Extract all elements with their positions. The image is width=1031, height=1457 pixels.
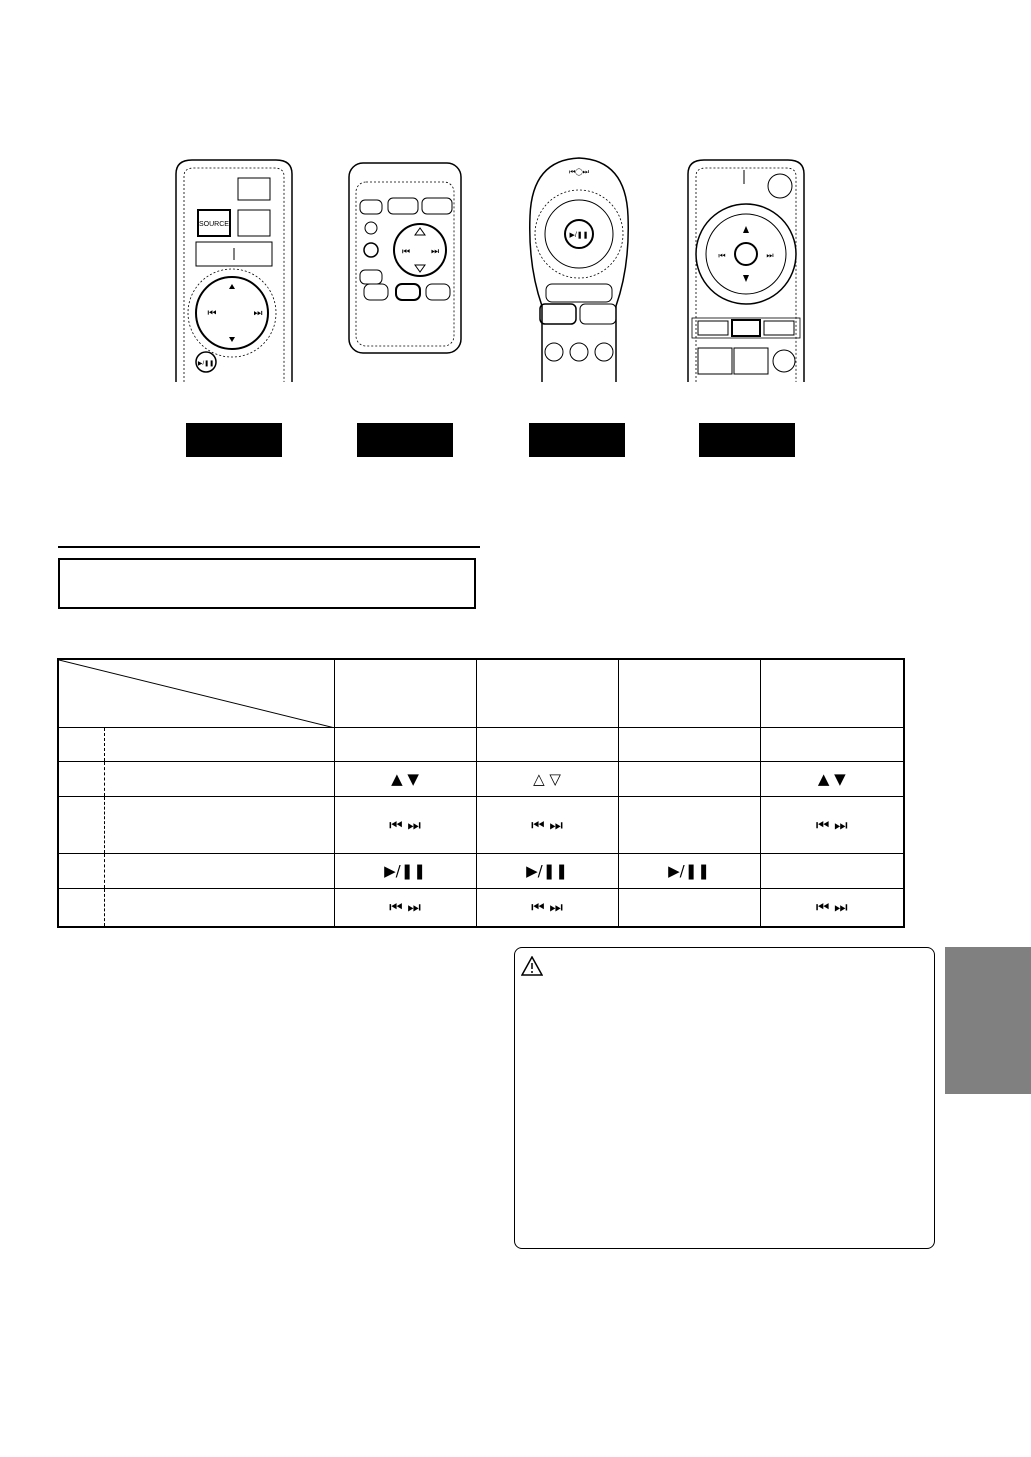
cell <box>618 761 760 796</box>
cell: ▲ ▼ <box>334 761 476 796</box>
cell: ⏮ ⏭ <box>476 796 618 853</box>
header-remote-b <box>476 659 618 727</box>
svg-text:⏭: ⏭ <box>430 246 440 256</box>
cell: ⏮ ⏭ <box>334 888 476 927</box>
remote-c-image <box>524 156 634 382</box>
svg-text:▶/❚❚: ▶/❚❚ <box>569 232 589 239</box>
cell: ▶/❚❚ <box>618 853 760 888</box>
row-number <box>58 796 104 853</box>
row-number <box>58 888 104 927</box>
control-table <box>57 658 905 928</box>
row-function <box>104 888 334 927</box>
remote-c-label <box>529 423 625 457</box>
header-remote-d <box>760 659 904 727</box>
table-row <box>58 853 904 888</box>
row-function <box>104 853 334 888</box>
source-button-label: SOURCE <box>199 221 229 228</box>
cell: △ ▽ <box>476 761 618 796</box>
cell <box>476 727 618 761</box>
table-diagonal-header <box>58 659 334 727</box>
remote-d-image <box>684 158 808 382</box>
cell <box>760 853 904 888</box>
cell: ⏮ ⏭ <box>334 796 476 853</box>
caution-box <box>514 947 935 1249</box>
cell: ▶/❚❚ <box>476 853 618 888</box>
row-function <box>104 796 334 853</box>
table-row <box>58 796 904 853</box>
remote-d-label <box>699 423 795 457</box>
cell: ⏮ ⏭ <box>476 888 618 927</box>
warning-triangle-icon <box>521 956 543 976</box>
remote-a-image <box>172 158 296 382</box>
svg-text:⏮: ⏮ <box>401 246 411 256</box>
table-row <box>58 761 904 796</box>
row-function <box>104 727 334 761</box>
remote-a-label <box>186 423 282 457</box>
row-number <box>58 761 104 796</box>
row-number <box>58 853 104 888</box>
table-header-row <box>58 659 904 727</box>
section-rule <box>58 546 480 548</box>
cell: ⏮ ⏭ <box>760 796 904 853</box>
cell: ▶/❚❚ <box>334 853 476 888</box>
table-row <box>58 888 904 927</box>
remote-b-image <box>346 160 464 356</box>
header-remote-a <box>334 659 476 727</box>
section-heading-box <box>58 558 476 609</box>
row-function <box>104 761 334 796</box>
remote-b-label <box>357 423 453 457</box>
cell: ▲ ▼ <box>760 761 904 796</box>
cell <box>618 796 760 853</box>
svg-text:▶/❚❚: ▶/❚❚ <box>197 361 215 367</box>
cell <box>618 888 760 927</box>
cell <box>618 727 760 761</box>
cell <box>760 727 904 761</box>
svg-text:⏭: ⏭ <box>253 308 263 319</box>
diagonal-line <box>59 660 335 728</box>
cell <box>334 727 476 761</box>
svg-text:⏭: ⏭ <box>766 251 774 260</box>
svg-text:⏮: ⏮ <box>718 251 726 260</box>
svg-text:⏮: ⏮ <box>207 308 217 319</box>
section-side-tab <box>945 947 1031 1094</box>
row-number <box>58 727 104 761</box>
svg-text:⏮◯⏭: ⏮◯⏭ <box>569 169 589 176</box>
header-remote-c <box>618 659 760 727</box>
cell: ⏮ ⏭ <box>760 888 904 927</box>
table-row <box>58 727 904 761</box>
